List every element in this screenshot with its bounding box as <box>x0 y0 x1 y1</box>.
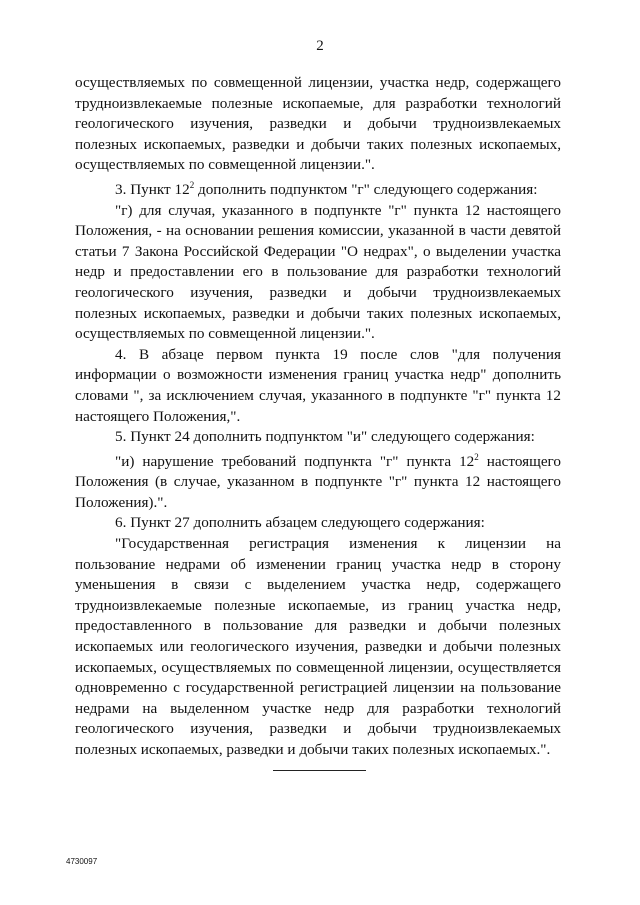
body-text <box>75 73 561 761</box>
paragraph-item-6: 6. Пункт 27 дополнить абзацем следующего содержания: <box>115 514 485 532</box>
paragraph-continuation: осуществляемых по совмещенной лицензии, участка недр, содержащего трудноизвлекаемые полезные ископаемые, для разработки технологий геологического изучения, разведки и добычи трудноизвлекаемых полезных ископаемых, разведки и добычи таких полезных ископаемых, осуществляемых по совмещенной лицензии.". <box>75 74 561 174</box>
paragraph-item-4: 4. В абзаце первом пункта 19 после слов "для получения информации о возможности изменения границ участка недр" дополнить словами ", за исключением случая, указанного в подпункте "г" пункта 12 настоящего Положения,". <box>75 345 561 425</box>
subitem-i-text-rest: настоящего Положения (в случае, указанном в подпункте "г" пункта 12 настоящего Положения).". <box>75 452 561 511</box>
document-code: 4730097 <box>66 857 98 866</box>
paragraph-item-3 <box>75 180 561 201</box>
subitem-i-superscript: 2 <box>474 451 479 462</box>
paragraph-subitem-g: "г) для случая, указанного в подпункте "г" пункта 12 настоящего Положения, - на основании решения комиссии, указанной в части девятой статьи 7 Закона Российской Федерации "О недрах", о выделении участка недр и предоставлении его в пользование для разработки технологий геологического изучения, разведки и добычи трудноизвлекаемых полезных ископаемых, разведки и добычи таких полезных ископаемых, осуществляемых по совмещенной лицензии.". <box>75 201 561 343</box>
item-3-text: 3. Пункт 12 <box>115 180 190 198</box>
paragraph-quoted-text: "Государственная регистрация изменения к лицензии на пользование недрами об изменении границ участка недр в сторону уменьшения в связи с выделением участка недр, содержащего трудноизвлекаемые полезные ископаемые, из границ участка недр, предоставленного в пользование для разведки и добычи полезных ископаемых или геологического изучения, разведки и добычи полезных ископаемых, осуществляемых по совмещенной лицензии, осуществляется одновременно с государственной регистрацией лицензии на пользование недрами на выделенном участке недр для разработки технологий геологического изучения, разведки и добычи трудноизвлекаемых полезных ископаемых, разведки и добычи таких полезных ископаемых.". <box>75 535 561 758</box>
item-3-text-rest: дополнить подпунктом "г" следующего содержания: <box>194 180 538 198</box>
paragraph-item-5: 5. Пункт 24 дополнить подпунктом "и" следующего содержания: <box>115 428 535 446</box>
item-3-superscript: 2 <box>189 179 195 190</box>
page-number: 2 <box>316 38 324 54</box>
paragraph-subitem-i <box>75 452 561 514</box>
subitem-i-text: "и) нарушение требований подпункта "г" пункта 12 <box>115 452 475 470</box>
end-divider-line <box>273 770 366 771</box>
